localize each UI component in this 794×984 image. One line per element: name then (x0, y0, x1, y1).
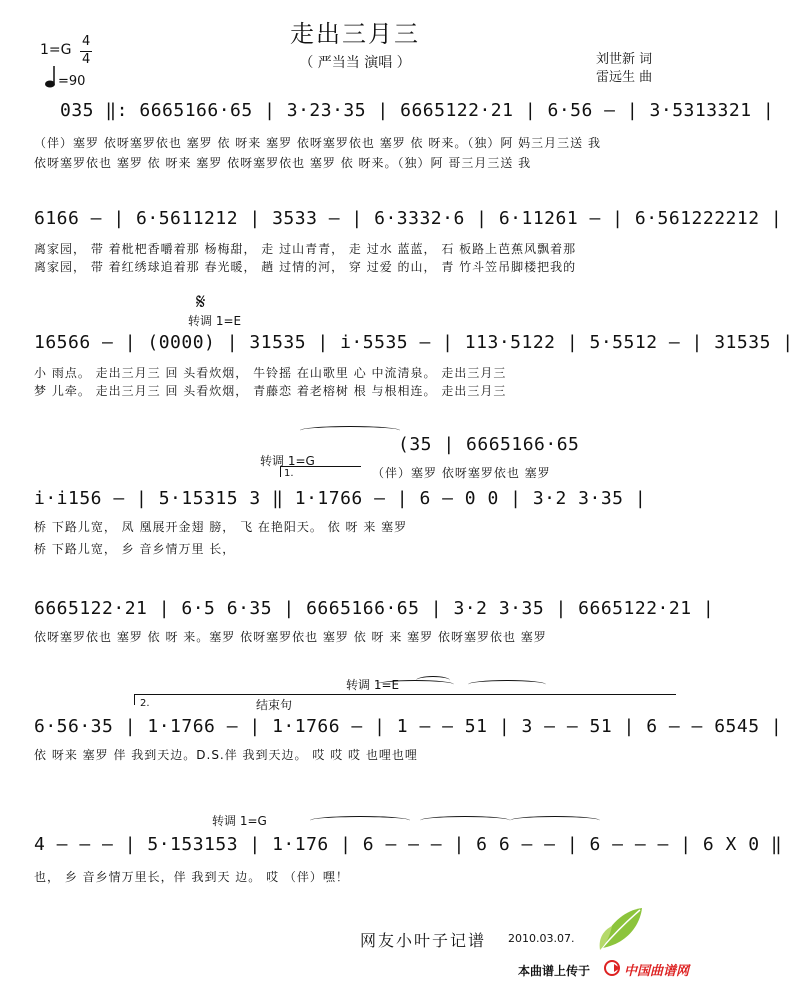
system-1-notes: 035 ‖: 6665166·65 | 3·23·35 | 6665122·21 | 6·56 – | 3·5313321 | (60, 100, 775, 121)
tie-slur (420, 816, 510, 825)
tie-slur (376, 680, 454, 689)
leaf-logo-icon (596, 904, 646, 956)
site-name-link[interactable]: 中国曲谱网 (624, 964, 690, 979)
system-5-notes: 6665122·21 | 6·5 6·35 | 6665166·65 | 3·2 3·35 | 6665122·21 | (34, 598, 715, 619)
system-7-lyrics: 也， 乡 音乡情万里长，伴 我到天 边。 哎 （伴）嘿！ (34, 870, 349, 884)
system-3-notes: 16566 – | (0000) | 31535 | i·5535 – | 113·5122 | 5·5512 – | 31535 | (34, 332, 794, 353)
song-title: 走出三月三 (290, 20, 420, 48)
system-5-lyrics: 依呀塞罗依也 塞罗 依 呀 来。塞罗 依呀塞罗依也 塞罗 依 呀 来 塞罗 依呀塞罗依也 塞罗 (34, 630, 547, 644)
key-signature: 1=G (40, 42, 72, 58)
system-3-lyrics-verse-1: 小 雨点。 走出三月三 回 头看炊烟， 牛铃摇 在山歌里 心 中流清泉。 走出三月三 (34, 366, 507, 380)
system-3-modulation: 转调 1=E (188, 314, 242, 328)
first-ending-label: 1. (284, 468, 294, 479)
quarter-note-icon (44, 66, 58, 92)
system-1-lyrics-verse-1: （伴）塞罗 依呀塞罗依也 塞罗 依 呀来 塞罗 依呀塞罗依也 塞罗 依 呀来。（独）阿 妈三月三送 我 (34, 136, 601, 150)
composer-credit: 雷远生 曲 (596, 70, 653, 85)
tie-slur (310, 816, 410, 825)
system-4-notes: i·i156 – | 5·15315 3 ‖ 1·1766 – | 6 – 0 0 | 3·2 3·35 | (34, 488, 647, 509)
system-6-lyrics: 依 呀来 塞罗 伴 我到天边。D.S.伴 我到天边。 哎 哎 哎 也哩也哩 (34, 748, 418, 762)
system-4-upper-lyrics: （伴）塞罗 依呀塞罗依也 塞罗 (372, 466, 551, 480)
system-6-notes: 6·56·35 | 1·1766 – | 1·1766 – | 1 – – 51 | 3 – – 51 | 6 – – 6545 | (34, 716, 783, 737)
performer-subtitle: （ 严当当 演唱 ） (299, 55, 411, 71)
system-4-lyrics-verse-1: 桥 下路儿宽， 凤 凰展开金翅 膀， 飞 在艳阳天。 依 呀 来 塞罗 (34, 520, 408, 534)
tie-slur (300, 426, 400, 435)
system-4-lyrics-verse-2: 桥 下路儿宽， 乡 音乡情万里 长， (34, 542, 236, 556)
time-signature-bottom: 4 (82, 52, 91, 67)
time-signature-top: 4 (82, 34, 91, 49)
system-1-lyrics-verse-2: 依呀塞罗依也 塞罗 依 呀来 塞罗 依呀塞罗依也 塞罗 依 呀来。（独）阿 哥三月三送 我 (34, 156, 532, 170)
upload-label: 本曲谱上传于 (518, 964, 591, 978)
system-6-modulation: 转调 1=E (346, 678, 400, 692)
system-2-lyrics-verse-2: 离家园， 带 着红绣球追着那 春光暖， 趟 过情的河， 穿 过爱 的山， 青 竹斗笠吊脚楼把我的 (34, 260, 577, 274)
system-2-notes: 6166 – | 6·5611212 | 3533 – | 6·3332·6 | 6·11261 – | 6·561222212 | (34, 208, 783, 229)
system-7-notes: 4 – – – | 5·153153 | 1·176 | 6 – – – | 6 6 – – | 6 – – – | 6 X 0 ‖ (34, 834, 783, 855)
system-4-modulation: 转调 1=G (260, 454, 315, 468)
site-logo-icon (604, 960, 622, 980)
second-ending-label: 2. (140, 698, 150, 709)
tie-slur (510, 816, 600, 825)
transcription-date: 2010.03.07. (508, 932, 575, 945)
system-3-lyrics-verse-2: 梦 儿牵。 走出三月三 回 头看炊烟， 青藤恋 着老榕树 根 与根相连。 走出三月三 (34, 384, 507, 398)
tempo-marking: =90 (58, 74, 86, 89)
system-4-upper-notes: (35 | 6665166·65 (398, 434, 580, 455)
lyricist-credit: 刘世新 词 (596, 52, 653, 67)
system-2-lyrics-verse-1: 离家园， 带 着枇杷香嚼着那 杨梅甜， 走 过山青青， 走 过水 蓝蓝， 石 板路上芭蕉风飘着那 (34, 242, 577, 256)
system-7-modulation: 转调 1=G (212, 814, 267, 828)
tie-slur (468, 680, 546, 689)
second-ending-bracket (134, 694, 245, 705)
segno-sign: 𝄋 (196, 290, 206, 315)
transcriber-credit: 网友小叶子记谱 (360, 931, 487, 950)
coda-label: 结束句 (256, 698, 293, 712)
